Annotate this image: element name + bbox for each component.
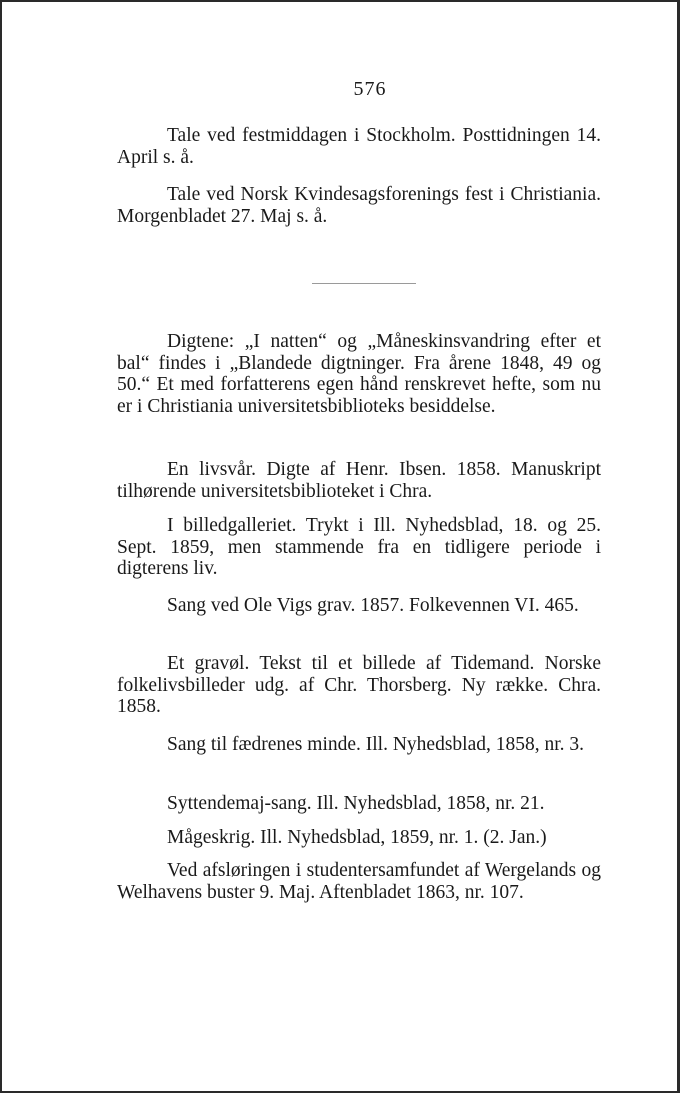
entry-paragraph: Ved afsløringen i studentersamfundet af Wergelands og Welhavens buster 9. Maj. Aftenbladet 1863, nr. 107. <box>117 860 601 903</box>
faedrenes-entry <box>117 734 601 756</box>
syttendemaj-entry <box>117 793 601 815</box>
livsvar-entry <box>117 459 601 502</box>
entry-paragraph: Tale ved festmiddagen i Stockholm. Posttidningen 14. April s. å. <box>117 125 601 168</box>
afsloringen-entry <box>117 860 601 903</box>
billedgalleriet-entry <box>117 515 601 580</box>
entry-paragraph: Tale ved Norsk Kvindesagsforenings fest i Christiania. Morgenbladet 27. Maj s. å. <box>117 184 601 227</box>
page-border-top <box>0 0 680 2</box>
top-entries-block <box>117 125 601 227</box>
digtene-entry <box>117 331 601 417</box>
entry-paragraph: En livsvår. Digte af Henr. Ibsen. 1858. Manuskript tilhørende universitetsbiblioteket i Chra. <box>117 459 601 502</box>
page-border-left <box>0 0 2 1093</box>
entry-paragraph: Sang ved Ole Vigs grav. 1857. Folkevennen VI. 465. <box>167 595 579 616</box>
entry-paragraph: I billedgalleriet. Trykt i Ill. Nyhedsblad, 18. og 25. Sept. 1859, men stammende fra en tidligere periode i digterens liv. <box>117 515 601 579</box>
entry-paragraph: Et gravøl. Tekst til et billede af Tidemand. Norske folkelivsbilleder udg. af Chr. Thorsberg. Ny række. Chra. 1858. <box>117 653 601 717</box>
entry-paragraph: Syttendemaj-sang. Ill. Nyhedsblad, 1858, nr. 21. <box>167 793 545 814</box>
entry-paragraph: Digtene: „I natten“ og „Måneskinsvandring efter et bal“ findes i „Blandede digtninger. Fra årene 1848, 49 og 50.“ Et med forfatterens egen hånd renskrevet hefte, som nu er i Christiania universitetsbiblioteks besiddelse. <box>117 331 601 417</box>
section-divider <box>312 283 416 284</box>
entry-paragraph: Mågeskrig. Ill. Nyhedsblad, 1859, nr. 1. (2. Jan.) <box>167 827 547 848</box>
gravol-entry <box>117 653 601 718</box>
mageskrig-entry <box>117 827 601 849</box>
page-number: 576 <box>353 78 387 100</box>
entry-paragraph: Sang til fædrenes minde. Ill. Nyhedsblad, 1858, nr. 3. <box>167 734 585 755</box>
ole-vig-entry <box>117 595 601 617</box>
